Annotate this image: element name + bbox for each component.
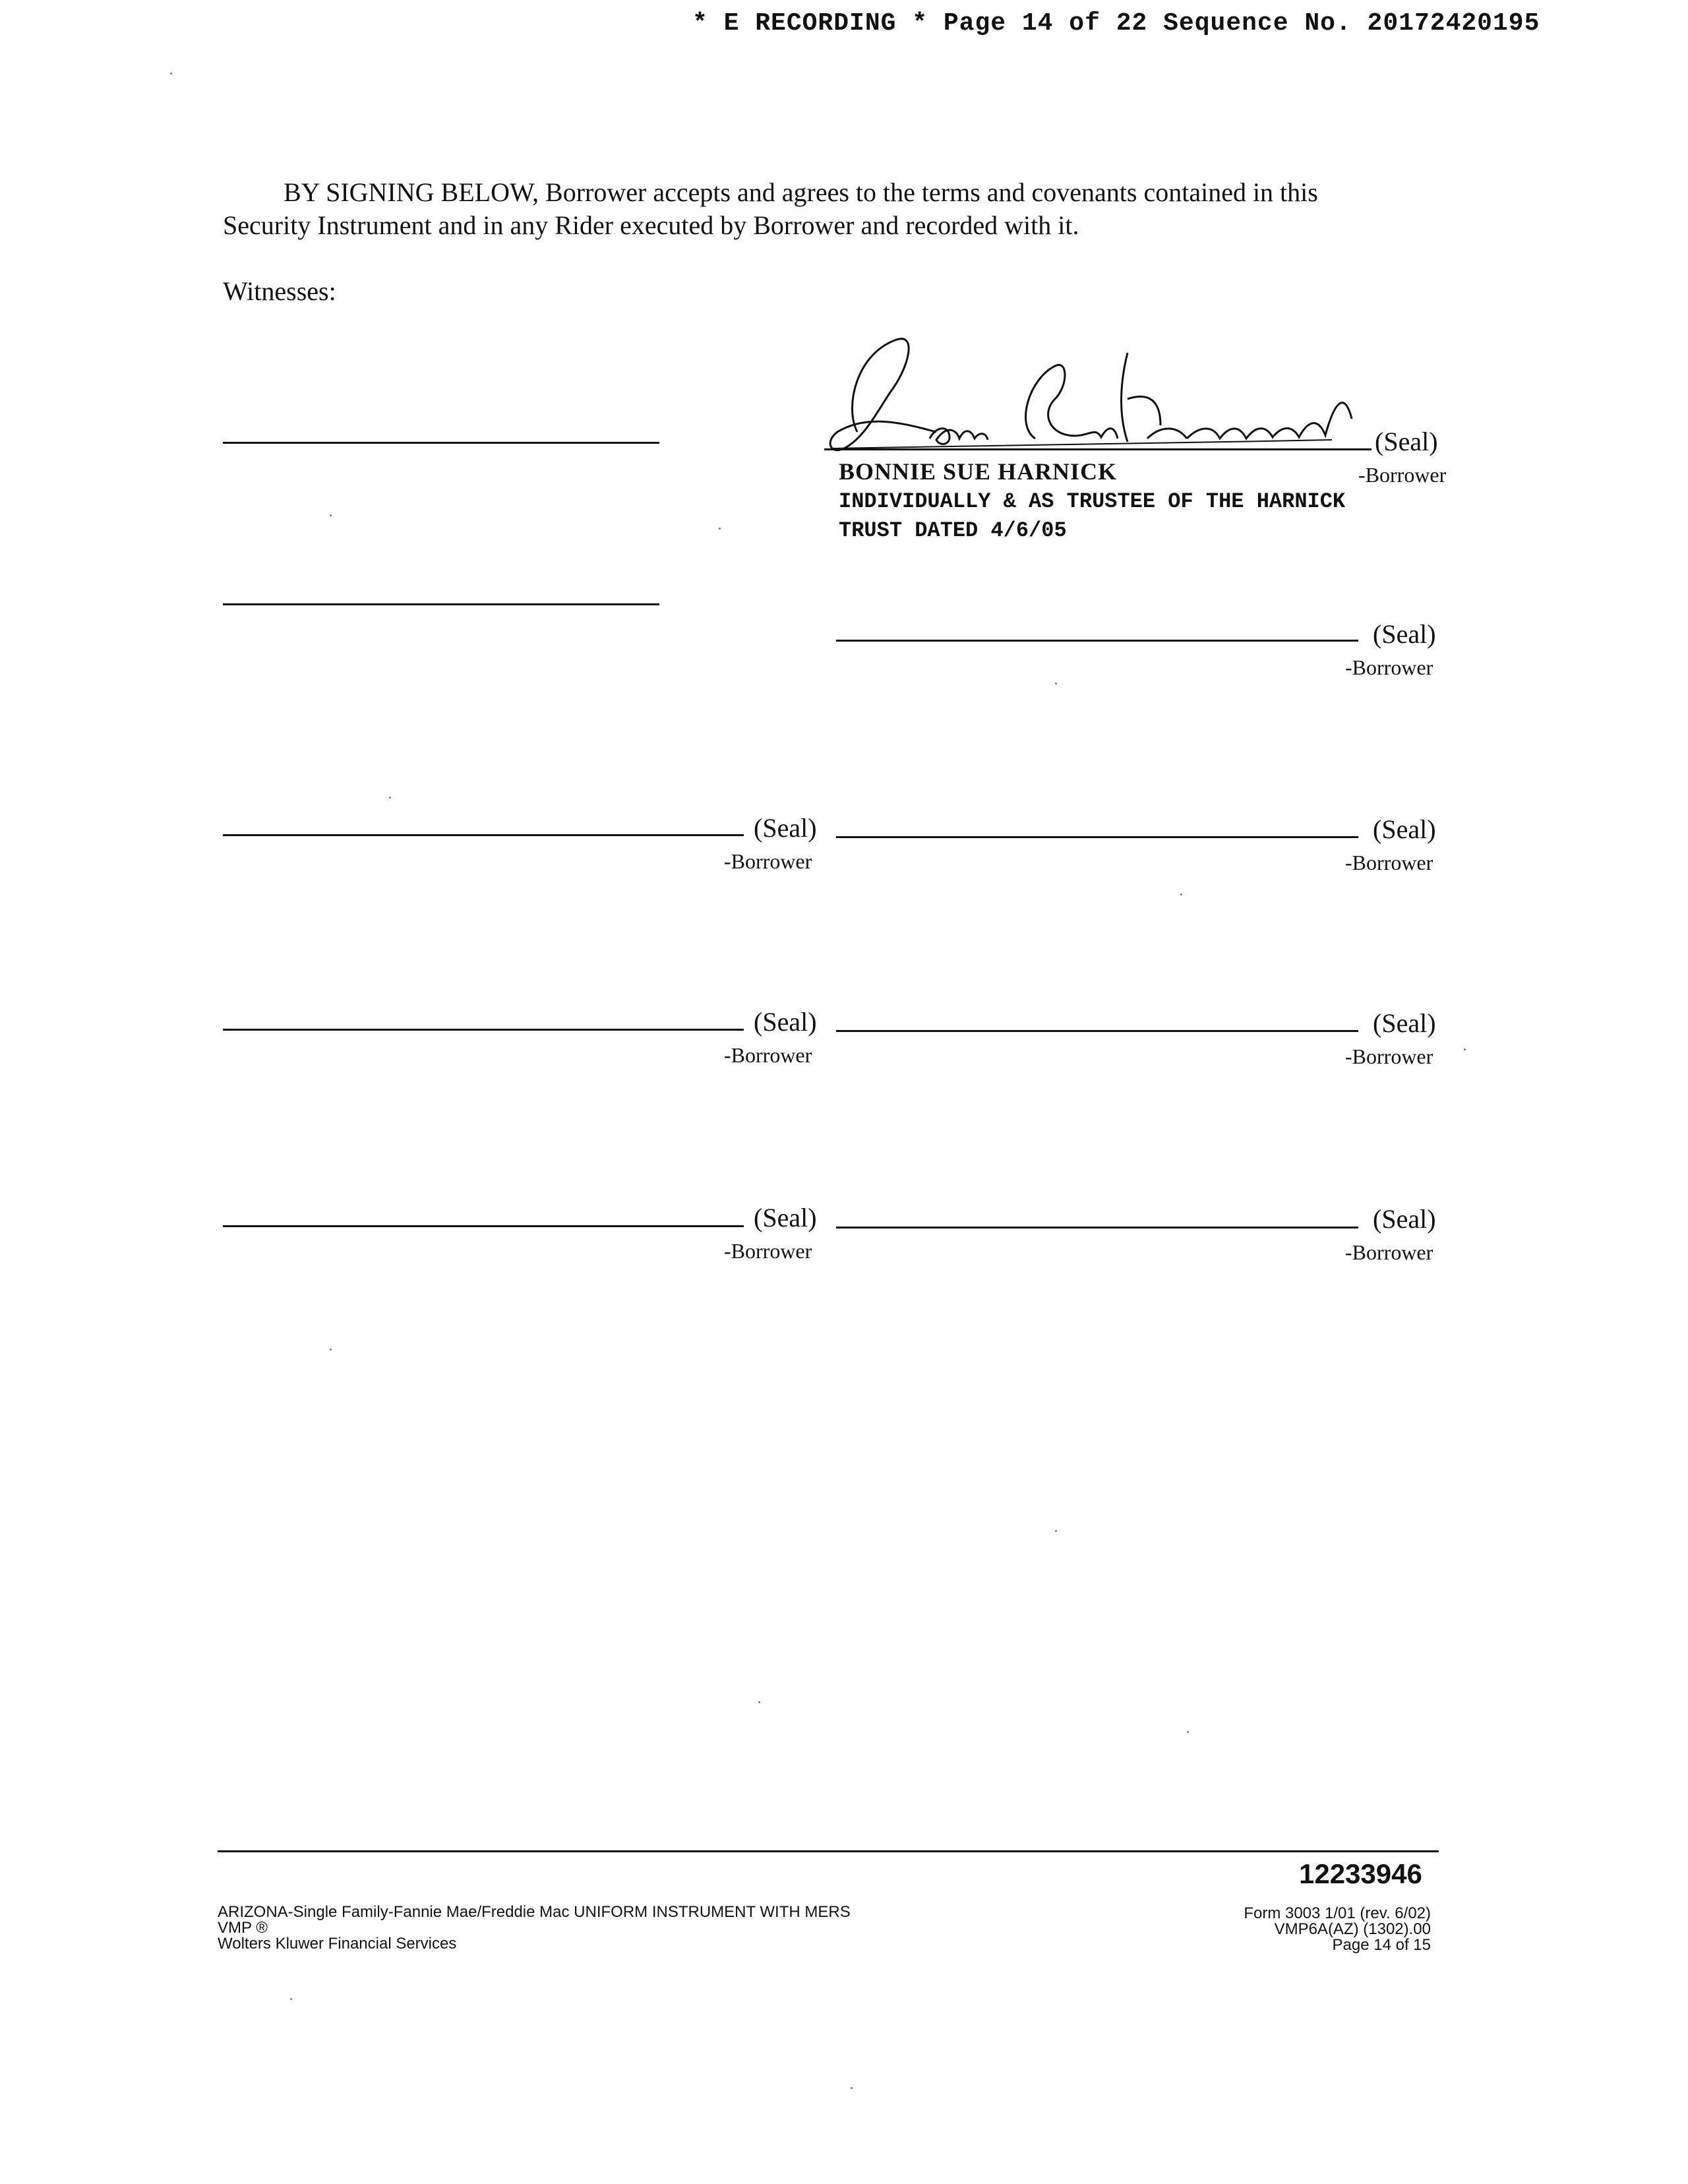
scan-speck: [1055, 1530, 1057, 1532]
seal-label-2: (Seal): [1373, 619, 1436, 649]
scan-speck: [1180, 894, 1182, 895]
form-number: Form 3003 1/01 (rev. 6/02): [1244, 1904, 1431, 1922]
recording-header: * E RECORDING * Page 14 of 22 Sequence No. 20172420195: [692, 9, 1540, 38]
borrower-signature-line-4: [836, 836, 1358, 838]
scan-speck: [1464, 1048, 1466, 1050]
scan-speck: [851, 2087, 853, 2089]
scan-speck: [758, 1701, 760, 1703]
scan-speck: [719, 528, 721, 530]
scan-speck: [389, 797, 391, 799]
signing-paragraph-line1: BY SIGNING BELOW, Borrower accepts and agrees to the terms and covenants contained in this: [284, 177, 1318, 207]
scan-speck: [330, 1349, 332, 1350]
borrower-label-7: -Borrower: [724, 1239, 812, 1263]
borrower-signature-line-1: [824, 448, 1372, 450]
borrower-role-line2: TRUST DATED 4/6/05: [839, 518, 1067, 543]
seal-label-3: (Seal): [754, 813, 817, 843]
witnesses-label: Witnesses:: [223, 276, 336, 306]
page-number: Page 14 of 15: [1332, 1936, 1431, 1954]
borrower-signature-line-2: [836, 640, 1358, 642]
borrower-label-1: -Borrower: [1358, 463, 1447, 487]
scan-speck: [1055, 682, 1057, 684]
scan-speck: [330, 514, 332, 516]
borrower-label-3: -Borrower: [724, 849, 812, 873]
borrower-signature-line-7: [223, 1225, 744, 1227]
borrower-role-line1: INDIVIDUALLY & AS TRUSTEE OF THE HARNICK: [839, 489, 1346, 514]
borrower-label-2: -Borrower: [1345, 655, 1433, 679]
seal-label-6: (Seal): [1373, 1008, 1436, 1038]
borrower-signature-line-3: [223, 834, 744, 836]
witness-line-1: [223, 442, 659, 444]
borrower-label-8: -Borrower: [1345, 1240, 1433, 1264]
form-title: ARIZONA-Single Family-Fannie Mae/Freddie Mac UNIFORM INSTRUMENT WITH MERS: [218, 1903, 851, 1921]
borrower-signature-line-6: [836, 1030, 1358, 1032]
seal-label-7: (Seal): [754, 1203, 817, 1232]
vmp-label: VMP ®: [218, 1919, 268, 1937]
witness-line-2: [223, 603, 659, 605]
seal-label-8: (Seal): [1373, 1204, 1436, 1234]
borrower-signature-line-5: [223, 1029, 744, 1031]
publisher: Wolters Kluwer Financial Services: [218, 1935, 457, 1953]
handwritten-signature: [818, 326, 1385, 465]
form-code: VMP6A(AZ) (1302).00: [1274, 1920, 1431, 1938]
borrower-signature-line-8: [836, 1227, 1358, 1228]
borrower-label-4: -Borrower: [1345, 851, 1433, 874]
seal-label-5: (Seal): [754, 1007, 817, 1037]
loan-number: 12233946: [1299, 1858, 1422, 1889]
borrower-name: BONNIE SUE HARNICK: [839, 458, 1118, 485]
seal-label-1: (Seal): [1375, 427, 1438, 456]
borrower-label-6: -Borrower: [1345, 1045, 1433, 1068]
footer-divider: [218, 1850, 1439, 1852]
signing-paragraph-line2: Security Instrument and in any Rider executed by Borrower and recorded with it.: [223, 210, 1079, 240]
scan-speck: [290, 1998, 292, 2000]
scan-speck: [1187, 1731, 1189, 1733]
borrower-label-5: -Borrower: [724, 1043, 812, 1067]
scan-speck: [170, 73, 172, 75]
seal-label-4: (Seal): [1373, 814, 1436, 844]
